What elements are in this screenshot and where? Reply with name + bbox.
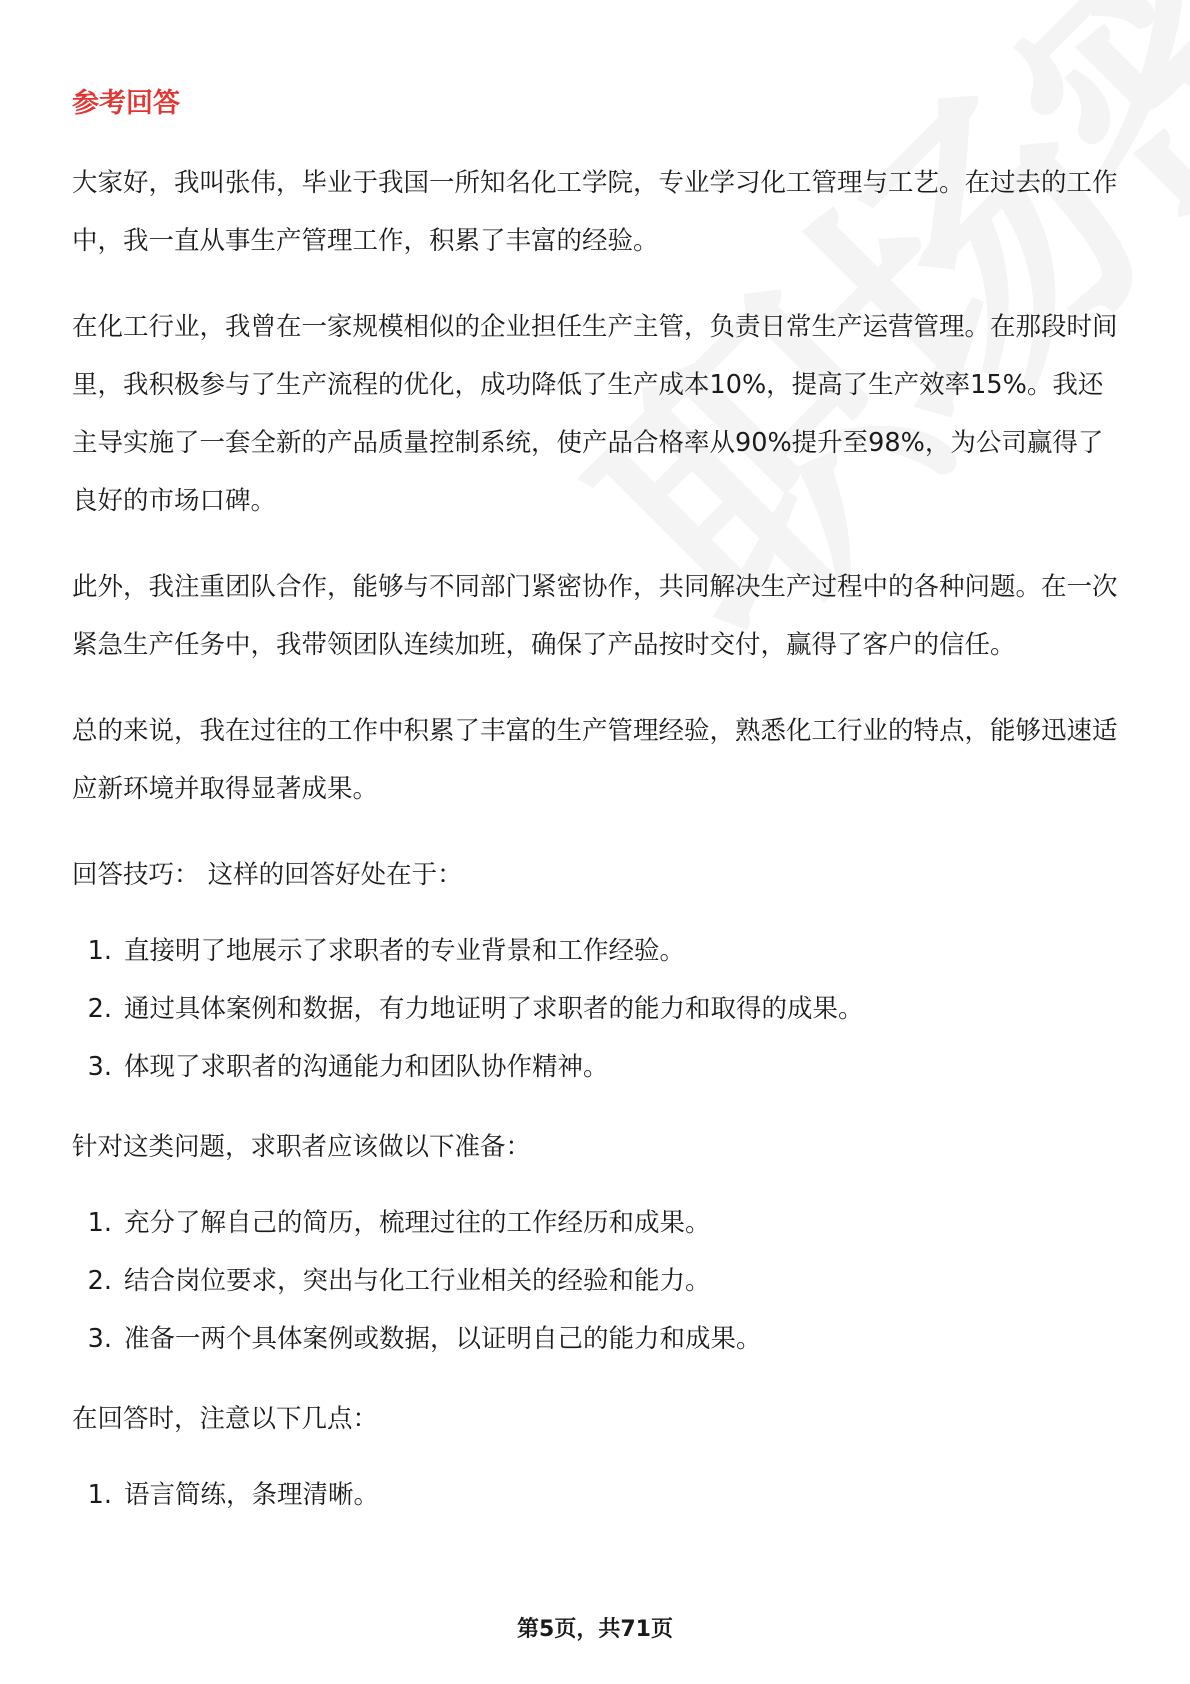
tips-label: 回答技巧： 这样的回答好处在于： [72, 860, 463, 890]
list-item: 1. 语言简练，条理清晰。 [87, 1480, 380, 1510]
list-item: 1. 直接明了地展示了求职者的专业背景和工作经验。 [87, 936, 686, 966]
notes-list [72, 1466, 1122, 1524]
page-content [72, 84, 1122, 1546]
answer-paragraph-1: 大家好，我叫张伟，毕业于我国一所知名化工学院，专业学习化工管理与工艺。在过去的工作中，我一直从事生产管理工作，积累了丰富的经验。 [72, 168, 1118, 256]
list-item: 3. 体现了求职者的沟通能力和团队协作精神。 [87, 1052, 609, 1082]
notes-label: 在回答时，注意以下几点： [72, 1404, 379, 1434]
page-number: 第5页，共71页 [517, 1617, 673, 1642]
answer-paragraph-4: 总的来说，我在过往的工作中积累了丰富的生产管理经验，熟悉化工行业的特点，能够迅速适应新环境并取得显著成果。 [72, 716, 1118, 804]
answer-paragraph-3: 此外，我注重团队合作，能够与不同部门紧密协作，共同解决生产过程中的各种问题。在一次紧急生产任务中，我带领团队连续加班，确保了产品按时交付，赢得了客户的信任。 [72, 572, 1118, 660]
list-item: 2. 通过具体案例和数据，有力地证明了求职者的能力和取得的成果。 [87, 994, 864, 1024]
list-item: 2. 结合岗位要求，突出与化工行业相关的经验和能力。 [87, 1266, 711, 1296]
tips-list [72, 922, 1122, 1096]
prep-label: 针对这类问题，求职者应该做以下准备： [72, 1132, 532, 1162]
section-title: 参考回答 [72, 88, 180, 119]
prep-list [72, 1194, 1122, 1368]
list-item: 1. 充分了解自己的简历，梳理过往的工作经历和成果。 [87, 1208, 711, 1238]
answer-paragraph-2: 在化工行业，我曾在一家规模相似的企业担任生产主管，负责日常生产运营管理。在那段时间里，我积极参与了生产流程的优化，成功降低了生产成本10%，提高了生产效率15%。我还主导实施了一套全新的产品质量控制系统，使产品合格率从90%提升至98%，为公司赢得了良好的市场口碑。 [72, 312, 1118, 516]
list-item: 3. 准备一两个具体案例或数据，以证明自己的能力和成果。 [87, 1324, 762, 1354]
